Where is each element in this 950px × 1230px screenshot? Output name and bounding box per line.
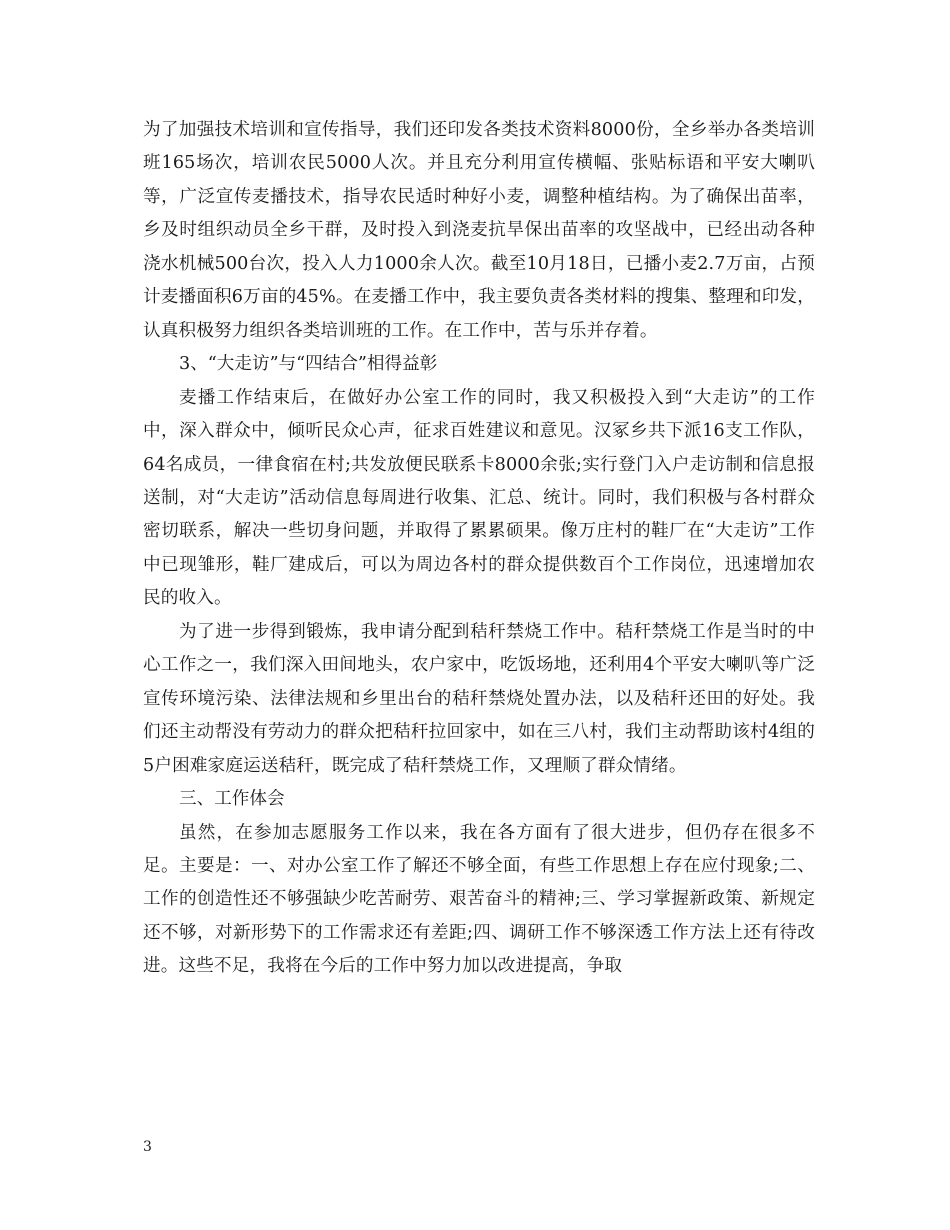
page-number: 3 — [143, 1139, 152, 1155]
paragraph-shortcomings: 虽然，在参加志愿服务工作以来，我在各方面有了很大进步，但仍存在很多不足。主要是：一、对办公室工作了解还不够全面，有些工作思想上存在应付现象;二、工作的创造性还不够强缺少吃苦耐劳、艰苦奋斗的精神;三、学习掌握新政策、新规定还不够，对新形势下的工作需求还有差距;四、调研工作不够深透工作方法上还有待改进。这些不足，我将在今后的工作中努力加以改进提高，争取 — [143, 822, 815, 977]
document-body — [143, 114, 815, 984]
section-heading-work-experience: 三、工作体会 — [179, 789, 285, 810]
paragraph-straw-burning-ban: 为了进一步得到锻炼，我申请分配到秸秆禁烧工作中。秸秆禁烧工作是当时的中心工作之一，我们深入田间地头，农户家中，吃饭场地，还利用4个平安大喇叭等广泛宣传环境污染、法律法规和乡里出台的秸秆禁烧处置办法，以及秸秆还田的好处。我们还主动帮没有劳动力的群众把秸秆拉回家中，如在三八村，我们主动帮助该村4组的5户困难家庭运送秸秆，既完成了秸秆禁烧工作，又理顺了群众情绪。 — [143, 621, 815, 776]
section-heading-visits: 3、“大走访”与“四结合”相得益彰 — [179, 354, 438, 375]
paragraph-big-visit: 麦播工作结束后，在做好办公室工作的同时，我又积极投入到“大走访”的工作中，深入群众中，倾听民众心声，征求百姓建议和意见。汉冢乡共下派16支工作队，64名成员，一律食宿在村;共发放便民联系卡8000余张;实行登门入户走访制和信息报送制，对“大走访”活动信息每周进行收集、汇总、统计。同时，我们积极与各村群众密切联系，解决一些切身问题，并取得了累累硕果。像万庄村的鞋厂在“大走访”工作中已现雏形，鞋厂建成后，可以为周边各村的群众提供数百个工作岗位，迅速增加农民的收入。 — [143, 387, 815, 609]
paragraph-training-promotion: 为了加强技术培训和宣传指导，我们还印发各类技术资料8000份，全乡举办各类培训班165场次，培训农民5000人次。并且充分利用宣传横幅、张贴标语和平安大喇叭等，广泛宣传麦播技术，指导农民适时种好小麦，调整种植结构。为了确保出苗率，乡及时组织动员全乡干群，及时投入到浇麦抗旱保出苗率的攻坚战中，已经出动各种浇水机械500台次，投入人力1000余人次。截至10月18日，已播小麦2.7万亩，占预计麦播面积6万亩的45%。在麦播工作中，我主要负责各类材料的搜集、整理和印发，认真积极努力组织各类培训班的工作。在工作中，苦与乐并存着。 — [143, 120, 815, 341]
